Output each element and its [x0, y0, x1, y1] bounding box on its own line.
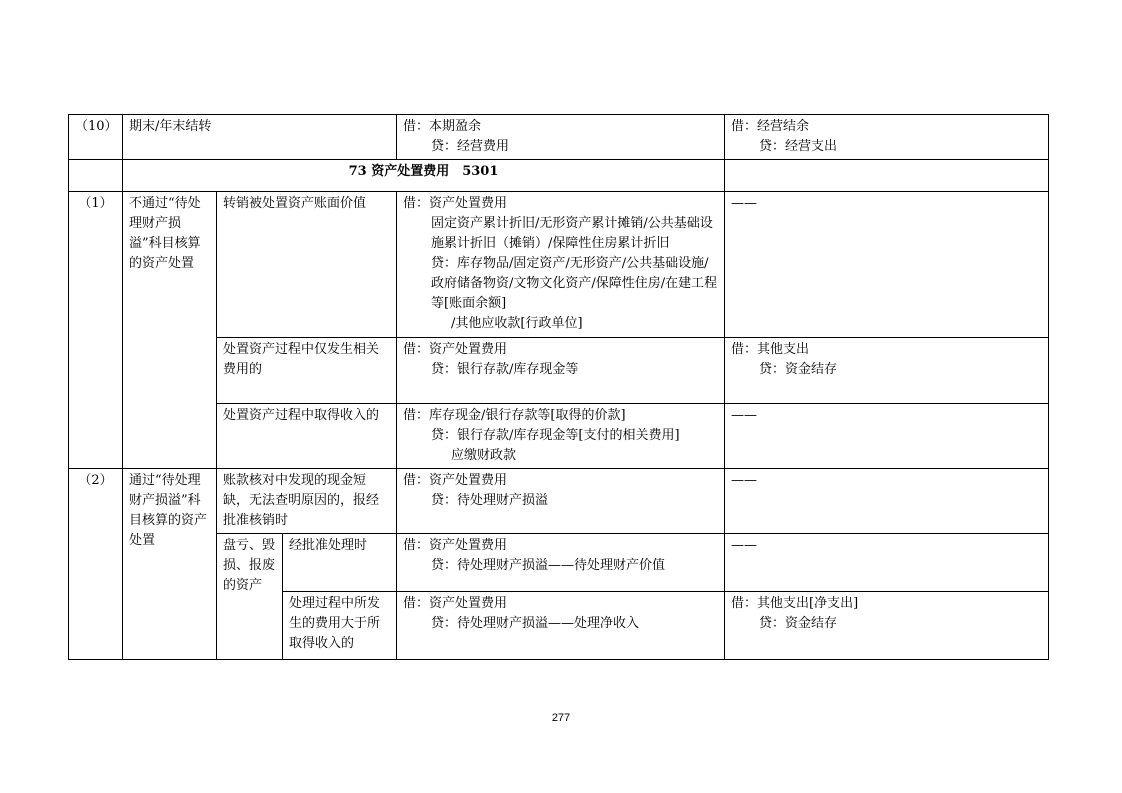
financial-entry	[397, 192, 725, 338]
budget-entry: ——	[725, 404, 1049, 469]
financial-entry	[397, 338, 725, 404]
table-row	[69, 192, 1049, 338]
table-row-10	[69, 115, 1049, 160]
row-number: （10）	[69, 115, 123, 160]
debit-line: 借：资产处置费用	[403, 196, 508, 211]
row-item	[123, 115, 397, 160]
sub-category: 盘亏、毁损、报废的资产	[217, 534, 283, 660]
debit-line: 借：资产处置费用	[403, 538, 508, 553]
row-item: 转销被处置资产账面价值	[217, 192, 397, 338]
page-number: 277	[551, 712, 571, 724]
budget-entry	[725, 115, 1049, 160]
group-category: 通过“待处理财产损溢”科目核算的资产处置	[123, 469, 217, 660]
credit-line: 贷：待处理财产损溢——待处理财产价值	[431, 558, 666, 573]
credit-line: 贷：库存物品/固定资产/无形资产/公共基础设施/政府储备物资/文物文化资产/保障性住房/在建工程等[账面余额]	[431, 256, 718, 311]
debit-line: 借：其他支出[净支出]	[731, 596, 859, 611]
debit-line: 借：资产处置费用	[403, 473, 508, 488]
budget-entry: ——	[725, 192, 1049, 338]
debit-line: 借：经营结余	[731, 119, 810, 134]
empty-cell	[69, 160, 123, 192]
credit-line: 贷：待处理财产损溢——处理净收入	[431, 616, 640, 631]
financial-entry	[397, 115, 725, 160]
debit-line: 借：本期盈余	[403, 119, 482, 134]
financial-entry	[397, 592, 725, 660]
credit-line: 贷：资金结存	[759, 616, 838, 631]
credit-line: 贷：经营支出	[759, 139, 838, 154]
credit-line: 贷：资金结存	[759, 362, 838, 377]
row-item: 处置资产过程中仅发生相关费用的	[217, 338, 397, 404]
row-item: 处理过程中所发生的费用大于所取得收入的	[283, 592, 397, 660]
financial-entry	[397, 534, 725, 592]
credit-line: 贷：银行存款/库存现金等[支付的相关费用]	[431, 428, 680, 443]
debit-line: 借：资产处置费用	[403, 596, 508, 611]
credit-line: /其他应收款[行政单位]	[451, 316, 583, 331]
budget-entry: ——	[725, 534, 1049, 592]
debit-line: 固定资产累计折旧/无形资产累计摊销/公共基础设施累计折旧（摊销）/保障性住房累计折旧	[431, 216, 713, 251]
row-item: 账款核对中发现的现金短缺，无法查明原因的，报经批准核销时	[217, 469, 397, 534]
credit-line: 贷：待处理财产损溢	[431, 493, 549, 508]
empty-cell	[725, 160, 1049, 192]
accounting-entries-table	[68, 114, 1049, 660]
row-item: 经批准处理时	[283, 534, 397, 592]
budget-entry: ——	[725, 469, 1049, 534]
budget-entry	[725, 592, 1049, 660]
debit-line: 借：库存现金/银行存款等[取得的价款]	[403, 408, 626, 423]
credit-line: 贷：银行存款/库存现金等	[431, 362, 579, 377]
section-title: 73 资产处置费用 5301	[123, 160, 725, 192]
financial-entry	[397, 404, 725, 469]
group-number: （2）	[69, 469, 123, 660]
credit-line: 应缴财政款	[451, 448, 517, 463]
item-text: 期末/年末结转	[129, 119, 212, 134]
debit-line: 借：其他支出	[731, 342, 810, 357]
group-number: （1）	[69, 192, 123, 469]
financial-entry	[397, 469, 725, 534]
budget-entry	[725, 338, 1049, 404]
row-item: 处置资产过程中取得收入的	[217, 404, 397, 469]
credit-line: 贷：经营费用	[431, 139, 510, 154]
debit-line: 借：资产处置费用	[403, 342, 508, 357]
section-title-row	[69, 160, 1049, 192]
group-category: 不通过“待处理财产损溢”科目核算的资产处置	[123, 192, 217, 469]
table-row	[69, 469, 1049, 534]
